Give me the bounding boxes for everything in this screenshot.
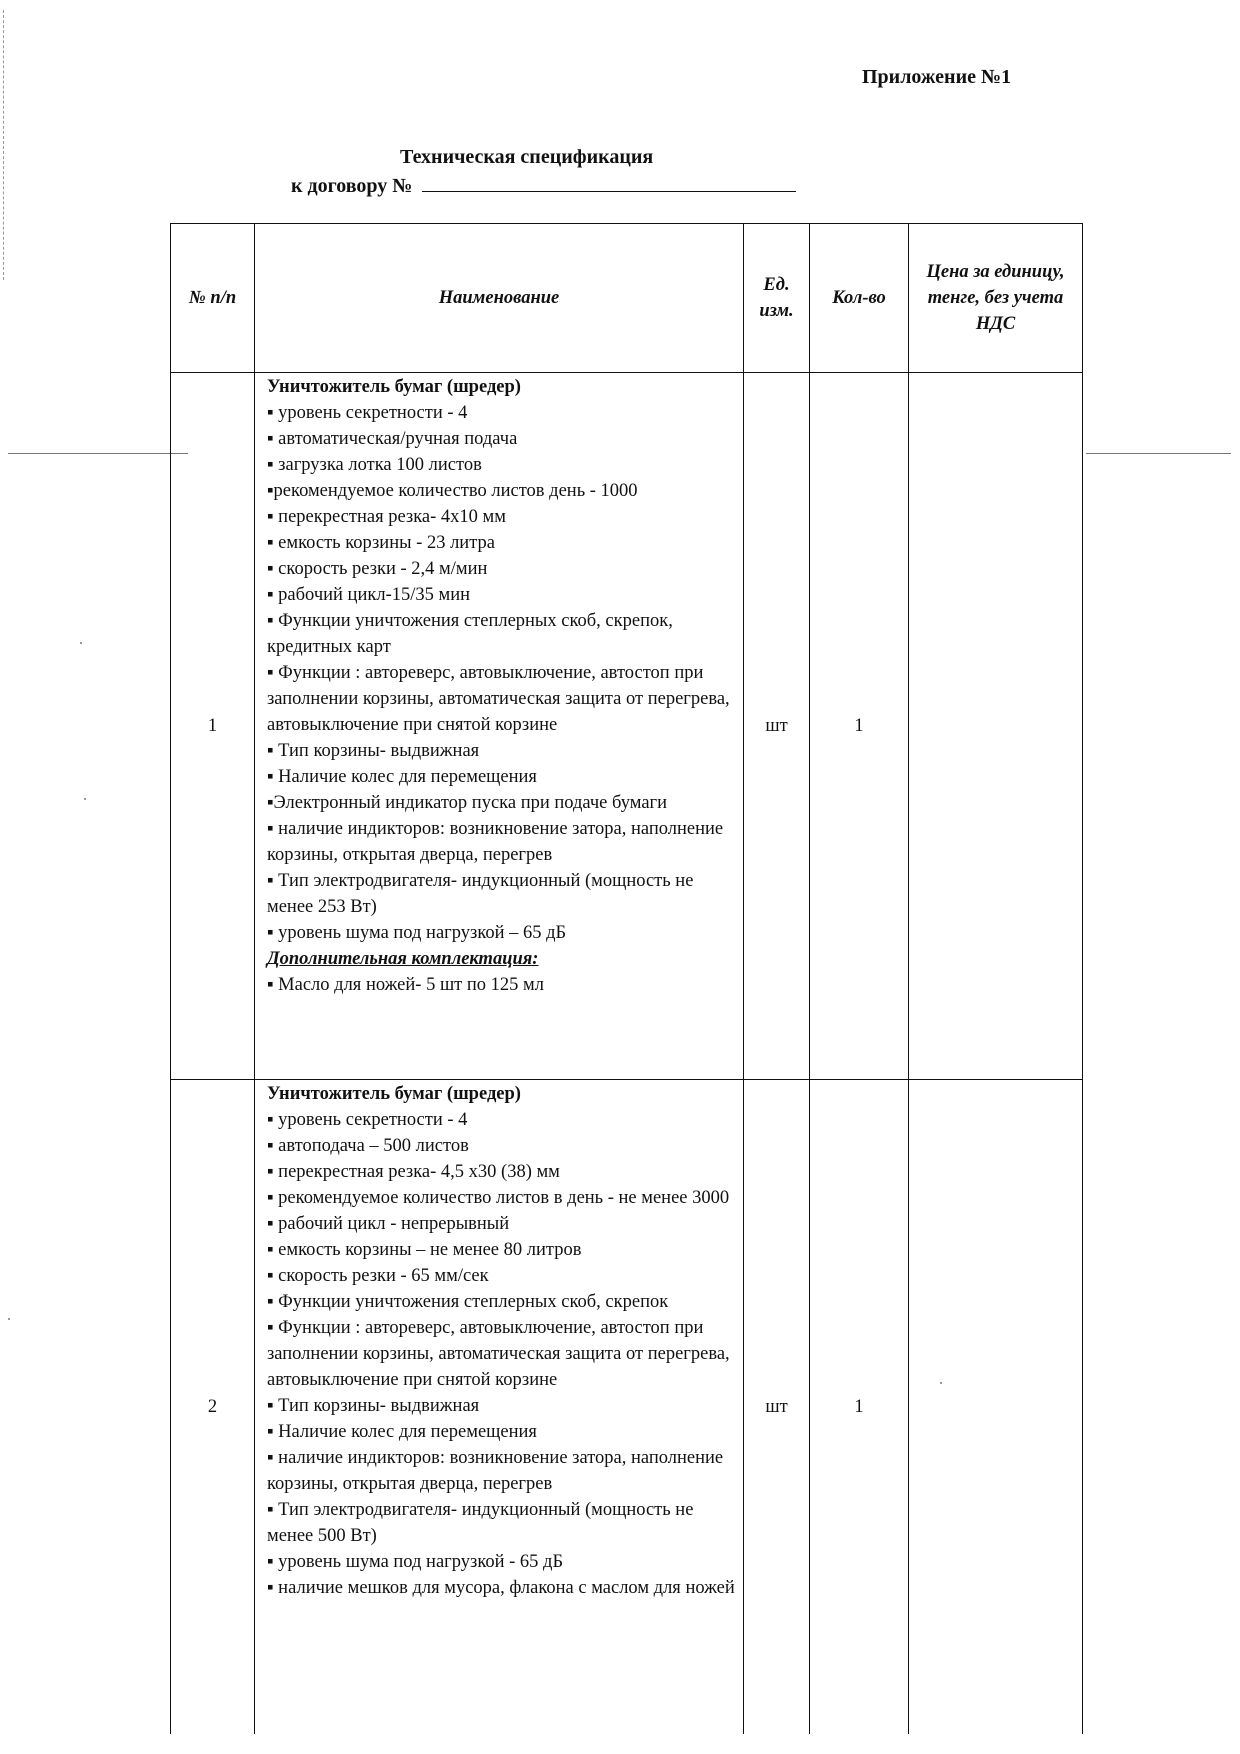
scan-speck bbox=[8, 1318, 10, 1320]
column-header-number: № п/п bbox=[171, 224, 255, 373]
table-row bbox=[171, 373, 1083, 1080]
spec-line: ▪ скорость резки - 65 мм/сек bbox=[267, 1266, 489, 1286]
spec-line: ▪ автоподача – 500 листов bbox=[267, 1136, 469, 1156]
spec-line: ▪ перекрестная резка- 4x10 мм bbox=[267, 507, 506, 527]
spec-line: ▪ наличие мешков для мусора, флакона с маслом для ножей bbox=[267, 1578, 735, 1598]
scan-speck bbox=[80, 642, 82, 644]
item-description bbox=[255, 373, 744, 1080]
spec-line: ▪ Тип корзины- выдвижная bbox=[267, 741, 480, 761]
spec-line: ▪ Тип электродвигателя- индукционный (мощность не менее 253 Вт) bbox=[267, 871, 694, 917]
contract-number-line bbox=[291, 173, 796, 198]
spec-line: ▪ Наличие колес для перемещения bbox=[267, 767, 537, 787]
spec-line: ▪ уровень секретности - 4 bbox=[267, 403, 468, 423]
row-unit: шт bbox=[744, 1080, 810, 1735]
table-row bbox=[171, 1080, 1083, 1735]
spec-line: ▪ Масло для ножей- 5 шт по 125 мл bbox=[267, 975, 544, 995]
column-header-price: Цена за единицу, тенге, без учета НДС bbox=[909, 224, 1083, 373]
column-header-unit: Ед. изм. bbox=[744, 224, 810, 373]
row-number: 2 bbox=[171, 1080, 255, 1735]
item-title: Уничтожитель бумаг (шредер) bbox=[267, 377, 521, 397]
spec-line: ▪ Функции уничтожения степлерных скоб, скрепок bbox=[267, 1292, 669, 1312]
spec-line: ▪ Тип корзины- выдвижная bbox=[267, 1396, 480, 1416]
row-price bbox=[909, 373, 1083, 1080]
spec-line: ▪Электронный индикатор пуска при подаче бумаги bbox=[267, 793, 668, 813]
spec-line: ▪ загрузка лотка 100 листов bbox=[267, 455, 482, 475]
extra-equipment-title: Дополнительная комплектация: bbox=[267, 949, 539, 969]
contract-number-blank bbox=[422, 173, 796, 192]
spec-line: ▪ рабочий цикл-15/35 мин bbox=[267, 585, 471, 605]
scan-edge-mark bbox=[3, 10, 6, 280]
spec-line: ▪ Функции : автореверс, автовыключение, автостоп при заполнении корзины, автоматическая защита от перегрева, автовыключение при снятой корзине bbox=[267, 663, 730, 735]
spec-line: ▪ наличие индикторов: возникновение затора, наполнение корзины, открытая дверца, перегрев bbox=[267, 819, 724, 865]
spec-line: ▪ автоматическая/ручная подача bbox=[267, 429, 518, 449]
spec-line: ▪ Тип электродвигателя- индукционный (мощность не менее 500 Вт) bbox=[267, 1500, 694, 1546]
spec-line: ▪ Функции : автореверс, автовыключение, автостоп при заполнении корзины, автоматическая защита от перегрева, автовыключение при снятой корзине bbox=[267, 1318, 730, 1390]
item-description bbox=[255, 1080, 744, 1735]
spec-line: ▪рекомендуемое количество листов день - 1000 bbox=[267, 481, 638, 501]
spec-line: ▪ уровень шума под нагрузкой – 65 дБ bbox=[267, 923, 567, 943]
spec-line: ▪ Наличие колес для перемещения bbox=[267, 1422, 537, 1442]
row-unit: шт bbox=[744, 373, 810, 1080]
spec-line: ▪ рабочий цикл - непрерывный bbox=[267, 1214, 510, 1234]
scan-fold-line-left bbox=[8, 453, 188, 454]
scan-fold-line-right bbox=[1086, 453, 1231, 454]
scan-speck bbox=[84, 798, 86, 800]
spec-line: ▪ Функции уничтожения степлерных скоб, скрепок, кредитных карт bbox=[267, 611, 673, 657]
item-title: Уничтожитель бумаг (шредер) bbox=[267, 1084, 521, 1104]
spec-line: ▪ наличие индикторов: возникновение затора, наполнение корзины, открытая дверца, перегрев bbox=[267, 1448, 724, 1494]
spec-line: ▪ емкость корзины – не менее 80 литров bbox=[267, 1240, 582, 1260]
spec-line: ▪ уровень секретности - 4 bbox=[267, 1110, 468, 1130]
column-header-quantity: Кол-во bbox=[810, 224, 909, 373]
specification-table bbox=[170, 223, 1083, 1734]
spec-line: ▪ перекрестная резка- 4,5 х30 (38) мм bbox=[267, 1162, 560, 1182]
row-number: 1 bbox=[171, 373, 255, 1080]
spec-line: ▪ рекомендуемое количество листов в день - не менее 3000 bbox=[267, 1188, 730, 1208]
spec-line: ▪ уровень шума под нагрузкой - 65 дБ bbox=[267, 1552, 564, 1572]
spec-line: ▪ скорость резки - 2,4 м/мин bbox=[267, 559, 488, 579]
appendix-label: Приложение №1 bbox=[862, 66, 1012, 88]
row-quantity: 1 bbox=[810, 373, 909, 1080]
column-header-name: Наименование bbox=[255, 224, 744, 373]
contract-label: к договору № bbox=[291, 175, 413, 197]
table-header-row bbox=[171, 224, 1083, 373]
row-price bbox=[909, 1080, 1083, 1735]
spec-line: ▪ емкость корзины - 23 литра bbox=[267, 533, 495, 553]
row-quantity: 1 bbox=[810, 1080, 909, 1735]
document-title: Техническая спецификация bbox=[400, 146, 654, 168]
